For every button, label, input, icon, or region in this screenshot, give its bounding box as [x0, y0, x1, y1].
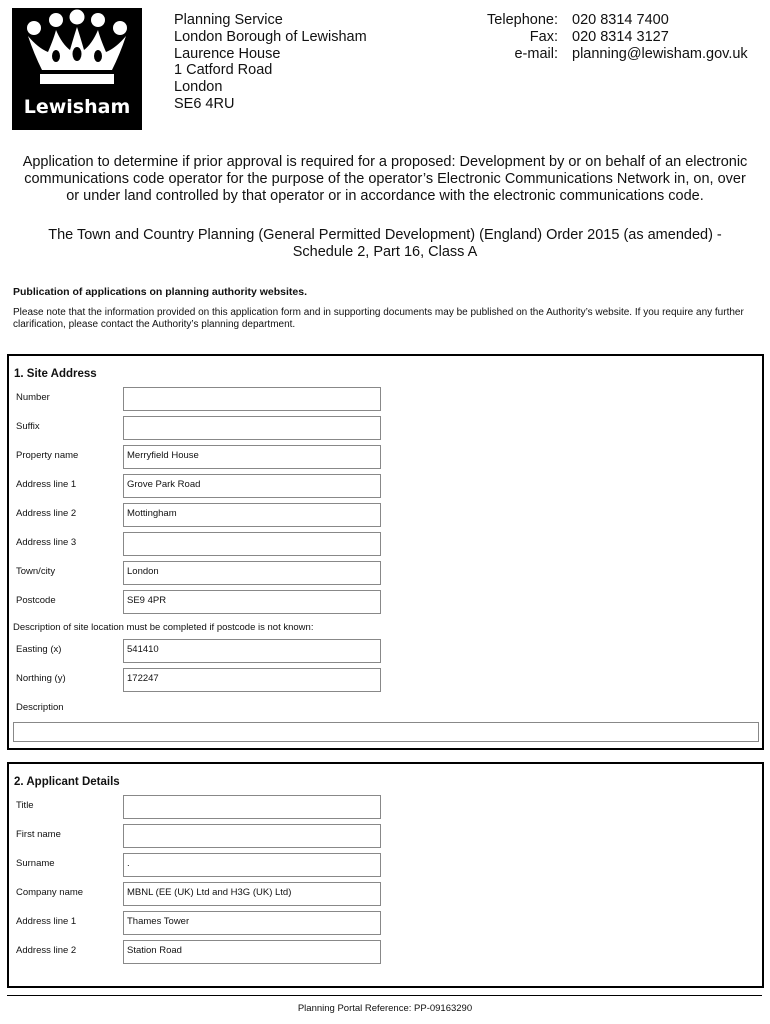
application-title: Application to determine if prior approval is required for a proposed: Development by or on behalf of an electronic communications code operator for the purpose of the operator’s Electronic Communications Network in, on, over or under land controlled by that operator or in accordance with the electronic communications code.	[22, 154, 748, 204]
surname-field[interactable]: .	[123, 853, 381, 877]
surname-label: Surname	[16, 858, 55, 869]
fax-label: Fax:	[529, 28, 558, 45]
easting-label: Easting (x)	[16, 644, 62, 655]
email-label: e-mail:	[514, 45, 558, 62]
property-name-label: Property name	[16, 450, 79, 461]
postcode-field[interactable]: SE9 4PR	[123, 590, 381, 614]
number-label: Number	[16, 392, 50, 403]
section-title: 2. Applicant Details	[14, 776, 120, 788]
number-field[interactable]	[123, 387, 381, 411]
address-line: SE6 4RU	[174, 95, 235, 112]
fax-value: 020 8314 3127	[572, 28, 669, 45]
portal-reference: Planning Portal Reference: PP-09163290	[297, 1003, 473, 1014]
site-address-section	[7, 354, 764, 750]
address-line1-field[interactable]: Grove Park Road	[123, 474, 381, 498]
applicant-details-section	[7, 762, 764, 988]
address-line2-field[interactable]: Mottingham	[123, 503, 381, 527]
address-line: Planning Service	[174, 12, 283, 28]
suffix-label: Suffix	[16, 421, 40, 432]
title-field[interactable]	[123, 795, 381, 819]
description-label: Description	[16, 702, 64, 713]
property-name-field[interactable]: Merryfield House	[123, 445, 381, 469]
lewisham-logo	[12, 8, 142, 130]
footer-divider	[7, 995, 762, 996]
company-name-field[interactable]: MBNL (EE (UK) Ltd and H3G (UK) Ltd)	[123, 882, 381, 906]
northing-field[interactable]: 172247	[123, 668, 381, 692]
address-line: 1 Catford Road	[174, 62, 273, 79]
first-name-label: First name	[16, 829, 61, 840]
publication-heading: Publication of applications on planning authority websites.	[13, 286, 308, 298]
crown-icon	[12, 8, 142, 98]
first-name-field[interactable]	[123, 824, 381, 848]
location-hint: Description of site location must be completed if postcode is not known:	[13, 622, 314, 633]
address-line2-label: Address line 2	[16, 508, 77, 519]
section-title: 1. Site Address	[14, 368, 97, 380]
email-value: planning@lewisham.gov.uk	[572, 45, 748, 62]
address-line3-field[interactable]	[123, 532, 381, 556]
contact-labels	[487, 12, 558, 62]
address-line1-label: Address line 1	[16, 479, 77, 490]
easting-field[interactable]: 541410	[123, 639, 381, 663]
town-label: Town/city	[16, 566, 56, 577]
applicant-address-line2-field[interactable]: Station Road	[123, 940, 381, 964]
postcode-label: Postcode	[16, 595, 56, 606]
northing-label: Northing (y)	[16, 673, 66, 684]
title-label: Title	[16, 800, 34, 811]
town-field[interactable]: London	[123, 561, 381, 585]
applicant-address-line1-field[interactable]: Thames Tower	[123, 911, 381, 935]
address-line: London Borough of Lewisham	[174, 28, 367, 45]
order-reference: The Town and Country Planning (General Permitted Development) (England) Order 2015 (as amended) - Schedule 2, Part 16, Class A	[48, 227, 722, 260]
address-line: London	[174, 79, 223, 96]
company-name-label: Company name	[16, 887, 84, 898]
suffix-field[interactable]	[123, 416, 381, 440]
logo-wordmark: Lewisham	[23, 96, 131, 118]
publication-note: Please note that the information provided on this application form and in supporting documents may be published on the Authority’s website. If you require any further clarification, please contact the Authority’s planning department.	[13, 307, 744, 330]
authority-address	[174, 12, 367, 113]
telephone-value: 020 8314 7400	[572, 12, 669, 28]
address-line: Laurence House	[174, 45, 281, 62]
applicant-address-line1-label: Address line 1	[16, 916, 77, 927]
description-field[interactable]	[13, 722, 759, 742]
telephone-label: Telephone:	[487, 12, 558, 28]
contact-values	[572, 12, 748, 62]
applicant-address-line2-label: Address line 2	[16, 945, 77, 956]
address-line3-label: Address line 3	[16, 537, 77, 548]
